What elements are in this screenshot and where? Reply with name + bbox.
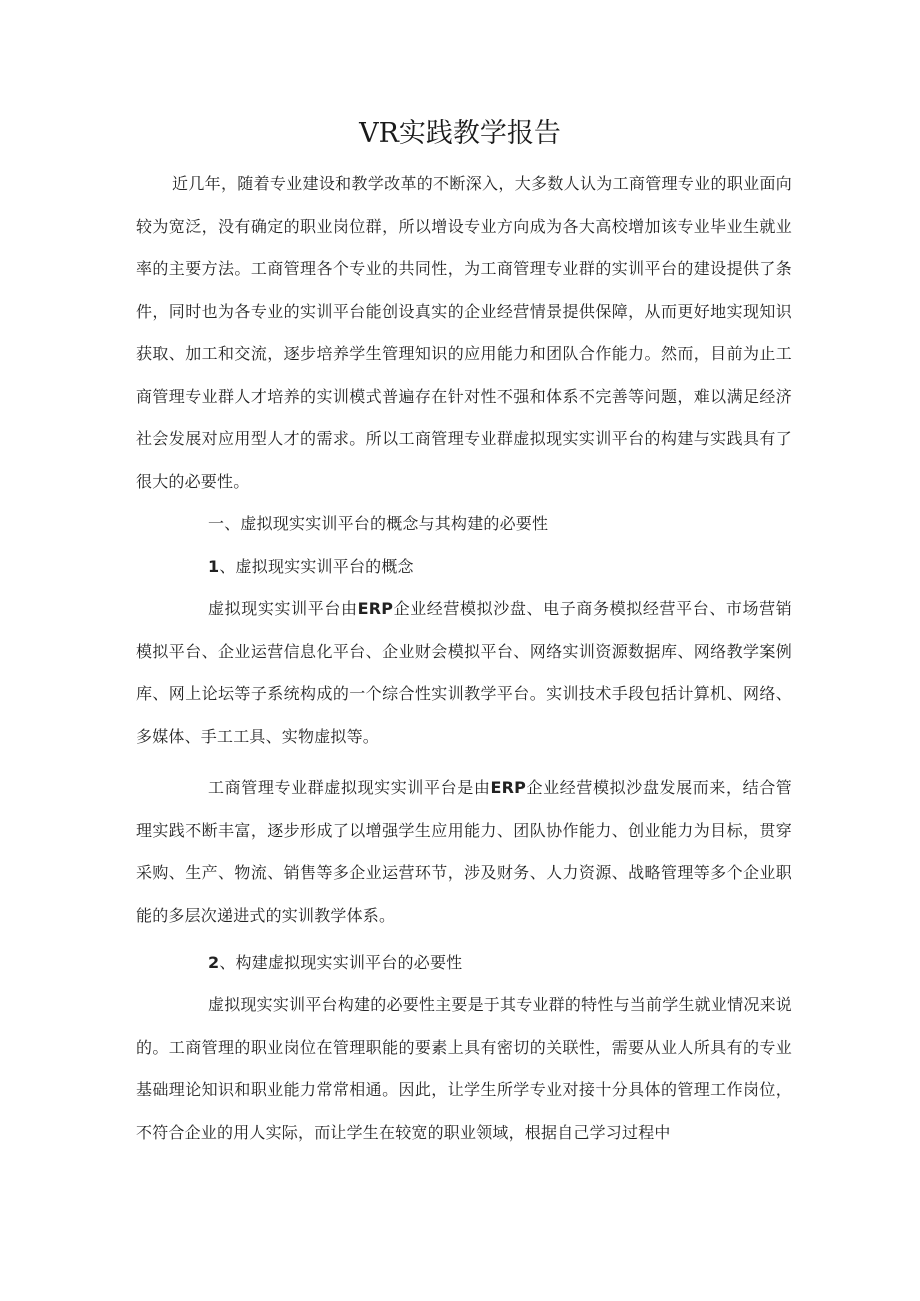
section-heading-1: 一、虚拟现实实训平台的概念与其构建的必要性 [208, 514, 549, 533]
paragraph-text: 虚拟现实实训平台由 [208, 599, 358, 618]
subsection-heading-1-2 [208, 942, 788, 985]
subsection-text: 、构建虚拟现实实训平台的必要性 [219, 953, 463, 972]
erp-term: ERP [357, 599, 394, 618]
document-title: VR实践教学报告 [359, 118, 561, 149]
paragraph-concept [136, 588, 792, 758]
paragraph-text: 企业经营模拟沙盘、电子商务模拟经营平台、市场营销模拟平台、企业运营信息化平台、企业财会模拟平台、网络实训资源数据库、网络教学案例库、网上论坛等子系统构成的一个综合性实训教学平台。实训技术手段包括计算机、网络、多媒体、手工工具、实物虚拟等。 [136, 599, 792, 746]
paragraph-necessity: 虚拟现实实训平台构建的必要性主要是于其专业群的特性与当前学生就业情况来说的。工商管理的职业岗位在管理职能的要素上具有密切的关联性，需要从业人所具有的专业基础理论知识和职业能力常常相通。因此，让学生所学专业对接十分具体的管理工作岗位，不符合企业的用人实际，而让学生在较宽的职业领域，根据自己学习过程中 [136, 995, 792, 1142]
paragraph-intro: 近几年，随着专业建设和教学改革的不断深入，大多数人认为工商管理专业的职业面向较为宽泛，没有确定的职业岗位群，所以增设专业方向成为各大高校增加该专业毕业生就业率的主要方法。工商管理各个专业的共同性，为工商管理专业群的实训平台的建设提供了条件，同时也为各专业的实训平台能创设真实的企业经营情景提供保障，从而更好地实现知识获取、加工和交流，逐步培养学生管理知识的应用能力和团队合作能力。然而，目前为止工商管理专业群人才培养的实训模式普遍存在针对性不强和体系不完善等问题，难以满足经济社会发展对应用型人才的需求。所以工商管理专业群虚拟现实实训平台的构建与实践具有了很大的必要性。 [136, 174, 792, 491]
subsection-text: 、虚拟现实实训平台的概念 [219, 557, 414, 576]
subsection-number: 1 [208, 557, 220, 576]
paragraph-text: 工商管理专业群虚拟现实实训平台是由 [208, 778, 491, 797]
paragraph-platform [136, 767, 792, 937]
subsection-heading-1-1 [208, 546, 788, 589]
subsection-number: 2 [208, 953, 220, 972]
paragraph-text: 企业经营模拟沙盘发展而来，结合管理实践不断丰富，逐步形成了以增强学生应用能力、团队协作能力、创业能力为目标，贯穿采购、生产、物流、销售等多企业运营环节，涉及财务、人力资源、战略管理等多个企业职能的多层次递进式的实训教学体系。 [136, 778, 793, 925]
erp-term: ERP [490, 778, 527, 797]
